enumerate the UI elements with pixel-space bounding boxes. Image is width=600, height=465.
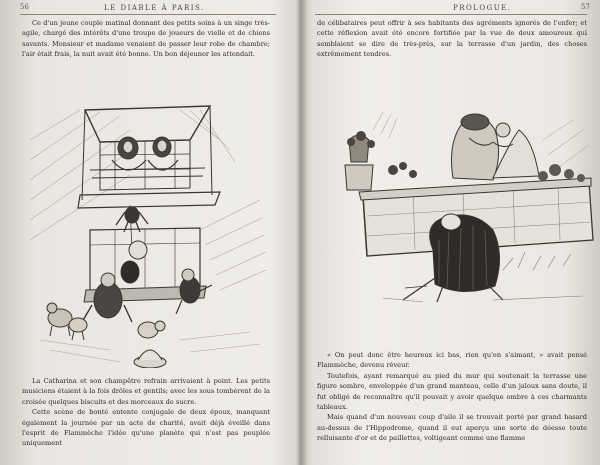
right-head-rule <box>315 14 587 15</box>
left-top-text <box>22 18 270 60</box>
right-page-number: 57 <box>581 3 590 11</box>
left-page <box>0 0 298 465</box>
left-page-number: 56 <box>20 3 29 11</box>
right-bottom-paragraph-3: Mais quand d'un nouveau coup d'aile il se trouvait porté par grand hasard au-dessus de l'Hippodrome, quand il eut aperçu une sorte de déesse toute relluisante d'or et de paillettes, voltigeant comme une flamme <box>317 413 587 443</box>
terrace-lovers-engraving <box>343 100 597 310</box>
left-running-head: LE DIABLE À PARIS. <box>104 4 205 12</box>
right-top-paragraph: de célibataires peut offrir à ses habitants des agréments ignorés de l'enfer; et cette réflexion avait été encore fortifiée par la vue de deux amoureux qui semblaient se dire de très-près, sur la terrasse d'un jardin, des choses extrêmement tendres. <box>317 19 587 59</box>
left-head-rule <box>20 14 276 15</box>
right-bottom-text <box>317 350 587 444</box>
left-top-paragraph: Ce d'un jeune couple matinal donnant des petits soins à un singe très-agile, chargé des intérêts d'une troupe de joueurs de vielle et de chiens savants. Monsieur et madame venaient de passer leur robe de chambre; l'air était frais, la nuit avait été bonne. Un bon déjeuner les attendait. <box>22 19 270 59</box>
left-bottom-text <box>22 376 270 449</box>
right-page <box>303 0 600 465</box>
right-top-text <box>317 18 587 60</box>
right-bottom-paragraph-1: « On peut donc être heureux ici bas, rien qu'en s'aimant, » avait pensé Flammèche, devenu rêveur. <box>317 351 587 370</box>
left-bottom-paragraph-2: Cette scène de bonté entente conjugale de deux époux, manquant également la journée par un acte de charité, avait déjà éveillé dans l'esprit de Flammèche l'idée qu'une planète qui n'est pas peuplée uniquement <box>22 408 270 448</box>
right-bottom-paragraph-2: Toutefois, ayant remarqué au pied du mur qui soutenait la terrasse une figure sombre, enveloppée d'un grand manteau, celle d'un jaloux sans doute, il fut obligé de reconnaître qu'il pouvait y avoir quelque ombre à ces charmants tableaux. <box>317 371 587 412</box>
left-bottom-paragraph-1: La Catharina et son champêtre refrain arrivaient à point. Les petits musiciens étaient à la fois drôles et gentils; avec les sous tombèrent de la croisée quelques biscuits et des morceaux de sucre. <box>22 377 270 406</box>
window-monkey-engraving <box>20 100 272 368</box>
right-running-head: PROLOGUE. <box>453 4 512 12</box>
